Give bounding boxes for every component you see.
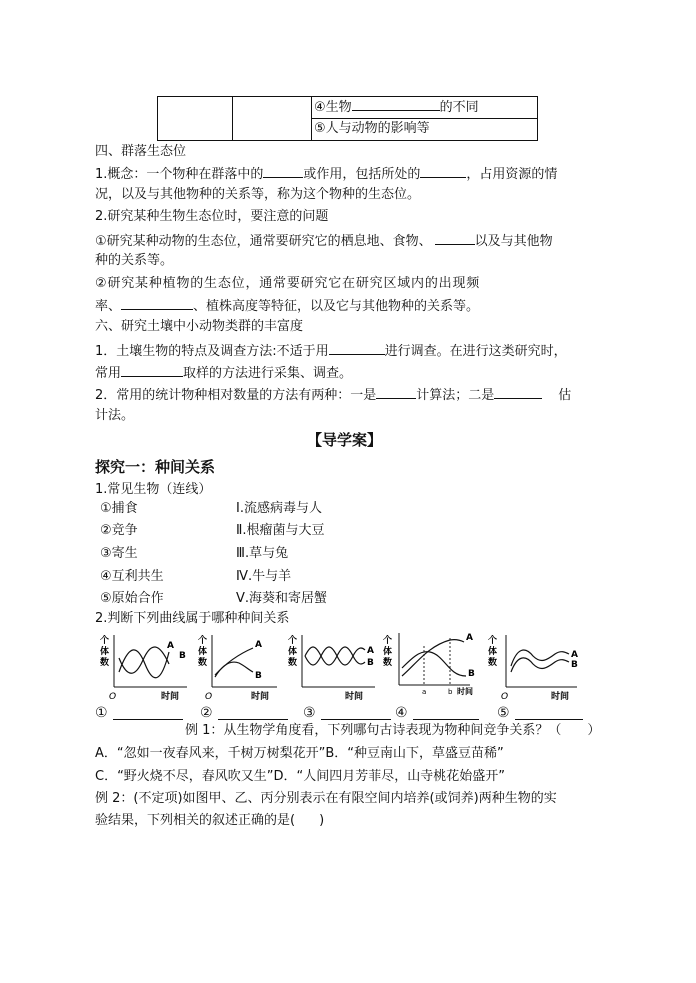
answer-label: ④	[395, 705, 408, 721]
label-a: A	[571, 650, 578, 660]
text: )	[319, 813, 325, 828]
text: 2．常用的统计物种相对数量的方法有两种：一是	[95, 388, 377, 403]
text: 以及与其他物	[474, 234, 553, 249]
paragraph: 种的关系等。	[95, 253, 174, 268]
curve-b	[402, 652, 466, 676]
curve-a	[402, 640, 464, 676]
answer-blank[interactable]	[420, 164, 466, 178]
match-right[interactable]: Ⅴ.海葵和寄居蟹	[236, 591, 328, 606]
answer-label: ②	[200, 705, 213, 721]
answer-label: ③	[303, 705, 316, 721]
answer-label: ⑤	[497, 705, 510, 721]
label-a: A	[466, 633, 473, 643]
ylabel: 数	[488, 658, 498, 668]
xlabel: 时间	[551, 692, 570, 702]
match-right[interactable]: Ⅰ.流感病毒与人	[236, 501, 322, 516]
paragraph: 2.研究某种生物生态位时，要注意的问题	[95, 209, 329, 224]
table-text: ⑤人与动物的影响等	[314, 121, 430, 136]
origin: O	[501, 692, 509, 702]
section-title: 六、研究土壤中小动物类群的丰富度	[95, 319, 304, 334]
graph-1	[97, 630, 197, 700]
ylabel: 体	[383, 647, 393, 657]
text: 验结果，下列相关的叙述正确的是(	[95, 813, 296, 828]
label-b: B	[571, 660, 578, 670]
graph-4	[380, 628, 485, 700]
ylabel: 体	[100, 647, 110, 657]
paragraph	[95, 296, 479, 316]
paragraph: 计法。	[95, 408, 135, 423]
xlabel: 时间	[457, 687, 473, 696]
text: 1.概念：一个物种在群落中的	[95, 167, 264, 182]
answer-blank[interactable]	[352, 97, 440, 111]
paragraph: 况，以及与其他物种的关系等，称为这个物种的生态位。	[95, 187, 421, 202]
ylabel: 个	[100, 636, 110, 646]
ylabel: 个	[198, 636, 208, 646]
paragraph	[95, 385, 571, 405]
match-right[interactable]: Ⅲ.草与兔	[236, 546, 289, 561]
ylabel: 数	[100, 658, 110, 668]
table-cell	[312, 97, 538, 119]
xlabel: 时间	[251, 692, 270, 702]
paragraph	[95, 164, 557, 184]
match-left[interactable]: ⑤原始合作	[100, 591, 164, 606]
section-title: 四、群落生态位	[95, 144, 187, 159]
label-b: B	[255, 671, 262, 681]
label-b: B	[468, 669, 475, 679]
curve-b	[119, 647, 169, 673]
answer-blank[interactable]	[515, 706, 583, 720]
text: 取样的方法进行采集、调查。	[183, 366, 353, 381]
table-cell-empty	[233, 97, 312, 141]
text: 估	[558, 388, 572, 403]
curve-a	[511, 650, 569, 666]
ylabel: 个	[383, 636, 393, 646]
text: 进行调查。在进行这类研究时，	[384, 344, 567, 359]
ylabel: 体	[488, 647, 498, 657]
text: ①研究某种动物的生态位，通常要研究它的栖息地、食物、	[95, 234, 432, 249]
label-a: A	[367, 646, 374, 656]
ylabel: 数	[383, 658, 393, 668]
curve-b	[305, 647, 365, 665]
text: 或作用，包括所处的	[303, 167, 421, 182]
match-left[interactable]: ②竞争	[100, 523, 138, 538]
curve-a	[305, 647, 365, 665]
match-right[interactable]: Ⅱ.根瘤菌与大豆	[236, 523, 325, 538]
match-left[interactable]: ①捕食	[100, 501, 138, 516]
option-line[interactable]: C．“野火烧不尽，春风吹又生”D．“人间四月芳菲尽，山寺桃花始盛开”	[95, 769, 506, 784]
text: 计算法；二是	[416, 388, 495, 403]
answer-label: ①	[95, 705, 108, 721]
tick-b: b	[448, 688, 453, 696]
answer-blank[interactable]	[376, 385, 416, 399]
answer-blank[interactable]	[218, 706, 288, 720]
table-cell-empty	[158, 97, 233, 141]
match-left[interactable]: ③寄生	[100, 546, 138, 561]
paragraph	[95, 231, 553, 251]
answer-blank[interactable]	[113, 706, 183, 720]
label-a: A	[167, 641, 174, 651]
text: ）	[587, 723, 601, 738]
paragraph	[95, 363, 352, 383]
answer-blank[interactable]	[263, 164, 303, 178]
question: 1.常见生物（连线）	[95, 482, 212, 497]
text: 常用	[95, 366, 122, 381]
table-cell	[312, 119, 538, 141]
question: 例 2：(不定项)如图甲、乙、丙分别表示在有限空间内培养(或饲养)两种生物的实	[95, 791, 557, 806]
match-left[interactable]: ④互利共生	[100, 569, 164, 584]
label-b: B	[179, 651, 186, 661]
origin: O	[109, 692, 117, 702]
paragraph	[95, 341, 567, 361]
question	[185, 722, 600, 740]
paragraph: ②研究某种植物的生态位，通常要研究它在研究区域内的出现频	[95, 276, 481, 291]
text: 、植株高度等特征，以及它与其他物种的关系等。	[193, 299, 480, 314]
curve-a	[119, 650, 169, 678]
answer-blank[interactable]	[329, 341, 385, 355]
xlabel: 时间	[161, 692, 180, 702]
summary-table	[157, 96, 538, 141]
ylabel: 个	[288, 636, 298, 646]
graph-2	[195, 630, 285, 700]
answer-blank[interactable]	[494, 385, 542, 399]
table-text: ④生物	[314, 100, 352, 115]
text: ，占用资源的情	[466, 167, 558, 182]
graph-3	[285, 630, 380, 700]
curve-b	[215, 662, 253, 677]
guide-title: 【导学案】	[307, 431, 383, 449]
match-right[interactable]: Ⅳ.牛与羊	[236, 569, 292, 584]
text: 1．土壤生物的特点及调查方法:不适于用	[95, 344, 329, 359]
text: 例 1：从生物学角度看，下列哪句古诗表现为物种间竞争关系？（	[185, 723, 562, 738]
xlabel: 时间	[345, 692, 364, 702]
answer-blank[interactable]	[121, 296, 193, 310]
table-text: 的不同	[439, 100, 479, 115]
ylabel: 体	[198, 647, 208, 657]
answer-blank[interactable]	[321, 706, 391, 720]
ylabel: 数	[288, 658, 298, 668]
ylabel: 体	[288, 647, 298, 657]
label-a: A	[255, 640, 262, 650]
graph-5	[485, 630, 585, 700]
tick-a: a	[422, 688, 427, 696]
label-b: B	[367, 658, 374, 668]
ylabel: 个	[488, 636, 498, 646]
answer-blank[interactable]	[413, 706, 479, 720]
ylabel: 数	[198, 658, 208, 668]
question	[95, 812, 324, 830]
origin: O	[205, 692, 213, 702]
explore-title: 探究一：种间关系	[95, 458, 216, 476]
question: 2.判断下列曲线属于哪种种间关系	[95, 611, 290, 626]
text: 率、	[95, 299, 122, 314]
answer-blank[interactable]	[121, 363, 183, 377]
answer-blank[interactable]	[435, 231, 475, 245]
option-line[interactable]: A．“忽如一夜春风来，千树万树梨花开”B．“种豆南山下，草盛豆苗稀”	[95, 746, 504, 761]
